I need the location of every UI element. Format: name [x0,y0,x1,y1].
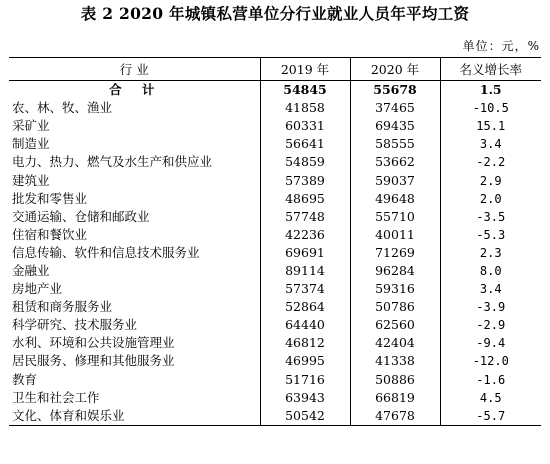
industry-cell: 金融业 [12,262,50,278]
value-2019-cell: 57389 [260,171,350,189]
value-2020-cell: 55710 [350,208,440,226]
table-row [9,135,541,153]
table-row [9,389,541,407]
growth-rate-cell: 3.4 [440,280,541,298]
value-2020-cell: 59037 [350,171,440,189]
table-row [9,352,541,370]
industry-cell: 信息传输、软件和信息技术服务业 [12,244,200,260]
industry-cell: 水利、环境和公共设施管理业 [12,335,175,351]
growth-rate-cell: -10.5 [440,99,541,117]
value-2020-cell: 47678 [350,407,440,426]
value-2019-cell: 63943 [260,389,350,407]
growth-rate-cell: 3.4 [440,135,541,153]
industry-cell: 卫生和社会工作 [12,389,100,405]
growth-rate-cell: 8.0 [440,262,541,280]
growth-rate-cell: -3.5 [440,208,541,226]
value-2019-cell: 64440 [260,316,350,334]
table-body [9,81,541,426]
growth-rate-cell: -12.0 [440,352,541,370]
value-2020-cell: 50786 [350,298,440,316]
wage-table [9,57,541,426]
value-2020-cell: 41338 [350,352,440,370]
growth-rate-cell: 15.1 [440,117,541,135]
value-2020-cell: 37465 [350,99,440,117]
header-industry: 行 业 [9,58,260,81]
value-2020-cell: 96284 [350,262,440,280]
value-2019-cell: 57374 [260,280,350,298]
table-row [9,244,541,262]
industry-cell: 制造业 [12,136,50,152]
table-row [9,190,541,208]
value-2019-cell: 89114 [260,262,350,280]
value-2019-cell: 48695 [260,190,350,208]
table-row [9,153,541,171]
table-row [9,371,541,389]
industry-cell: 建筑业 [12,172,50,188]
value-2019-cell: 41858 [260,99,350,117]
industry-cell: 住宿和餐饮业 [12,226,88,242]
value-2019-cell: 51716 [260,371,350,389]
table-row [9,262,541,280]
unit-note: 单位：元，% [462,39,540,53]
growth-rate-cell: 2.3 [440,244,541,262]
table-row [9,171,541,189]
table-row [9,407,541,426]
value-2019-cell: 46812 [260,334,350,352]
industry-cell: 教育 [12,371,38,387]
value-2019-cell: 54859 [260,153,350,171]
industry-cell: 交通运输、仓储和邮政业 [12,208,150,224]
growth-rate-cell: 2.0 [440,190,541,208]
header-growth-rate: 名义增长率 [440,58,541,81]
growth-rate-cell: -5.7 [440,407,541,426]
value-2020-cell: 53662 [350,153,440,171]
table-row [9,334,541,352]
header-2020: 2020 年 [350,58,440,81]
industry-cell: 采矿业 [12,118,50,134]
growth-rate-cell: -1.6 [440,371,541,389]
value-2019-cell: 69691 [260,244,350,262]
growth-rate-cell: -2.2 [440,153,541,171]
value-2020-cell: 69435 [350,117,440,135]
value-2020-cell: 66819 [350,389,440,407]
value-2019-cell: 50542 [260,407,350,426]
value-2020-cell: 42404 [350,334,440,352]
table-row [9,117,541,135]
table-row [9,316,541,334]
value-2019-cell: 42236 [260,226,350,244]
table-row [9,298,541,316]
industry-cell: 农、林、牧、渔业 [12,100,113,116]
value-2019-cell: 56641 [260,135,350,153]
value-2020-cell: 49648 [350,190,440,208]
growth-rate-cell: -5.3 [440,226,541,244]
value-2020-cell: 59316 [350,280,440,298]
value-2020-cell: 58555 [350,135,440,153]
value-2019-cell: 60331 [260,117,350,135]
growth-rate-cell: -3.9 [440,298,541,316]
value-2019-cell: 57748 [260,208,350,226]
value-2020-cell: 50886 [350,371,440,389]
table-row [9,208,541,226]
table-title: 表 2 2020 年城镇私营单位分行业就业人员年平均工资 [80,4,470,23]
industry-cell: 居民服务、修理和其他服务业 [12,353,175,369]
industry-cell: 房地产业 [12,281,63,297]
value-2020-cell: 40011 [350,226,440,244]
total-2019: 54845 [260,81,350,100]
total-row [9,81,541,100]
value-2019-cell: 46995 [260,352,350,370]
total-label: 合 计 [109,82,163,98]
growth-rate-cell: 4.5 [440,389,541,407]
total-rate: 1.5 [440,81,541,100]
table-header [9,58,541,81]
header-2019: 2019 年 [260,58,350,81]
industry-cell: 电力、热力、燃气及水生产和供应业 [12,154,213,170]
table-row [9,280,541,298]
table-row [9,99,541,117]
industry-cell: 科学研究、技术服务业 [12,317,138,333]
value-2019-cell: 52864 [260,298,350,316]
value-2020-cell: 71269 [350,244,440,262]
industry-cell: 批发和零售业 [12,190,88,206]
industry-cell: 租赁和商务服务业 [12,299,113,315]
table-row [9,226,541,244]
value-2020-cell: 62560 [350,316,440,334]
growth-rate-cell: -2.9 [440,316,541,334]
header-row [9,58,541,81]
growth-rate-cell: -9.4 [440,334,541,352]
total-2020: 55678 [350,81,440,100]
growth-rate-cell: 2.9 [440,171,541,189]
industry-cell: 文化、体育和娱乐业 [9,407,260,426]
